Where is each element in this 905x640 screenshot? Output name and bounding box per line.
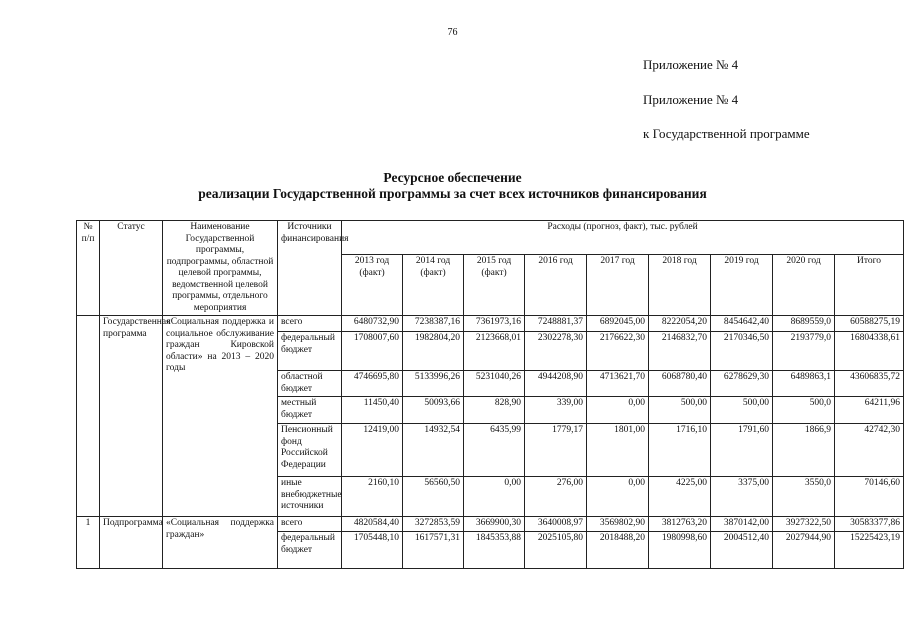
source-cell: областной бюджет — [278, 371, 342, 397]
value-cell: 3812763,20 — [649, 517, 711, 532]
table-body — [77, 316, 904, 569]
value-cell: 3569802,90 — [587, 517, 649, 532]
value-cell: 12419,00 — [342, 424, 403, 477]
header-year: 2020 год — [773, 255, 835, 316]
value-cell: 6892045,00 — [587, 316, 649, 332]
header-year: 2017 год — [587, 255, 649, 316]
document-title-line-1: Ресурсное обеспечение — [383, 170, 522, 185]
appendix-line-2: Приложение № 4 — [643, 92, 739, 107]
row-name: «Социальная поддержка граждан» — [163, 517, 278, 569]
value-cell: 0,00 — [587, 477, 649, 517]
value-cell: 1716,10 — [649, 424, 711, 477]
row-num — [77, 316, 100, 517]
value-cell: 1705448,10 — [342, 532, 403, 569]
source-cell: федеральный бюджет — [278, 532, 342, 569]
value-cell: 2025105,80 — [525, 532, 587, 569]
header-sources: Источники финансирования — [278, 221, 342, 316]
value-cell: 6435,99 — [464, 424, 525, 477]
value-cell: 1845353,88 — [464, 532, 525, 569]
source-cell: всего — [278, 517, 342, 532]
header-year: 2016 год — [525, 255, 587, 316]
value-cell: 6480732,90 — [342, 316, 403, 332]
value-cell: 1708007,60 — [342, 332, 403, 371]
value-cell: 1980998,60 — [649, 532, 711, 569]
header-name: Наименование Государственной программы, подпрограммы, областной целевой программы, ведомственной целевой программы, отдельного мероприятия — [163, 221, 278, 316]
header-year: 2014 год (факт) — [403, 255, 464, 316]
value-cell: 15225423,19 — [835, 532, 904, 569]
value-cell: 500,00 — [649, 397, 711, 424]
value-cell: 3640008,97 — [525, 517, 587, 532]
value-cell: 3550,0 — [773, 477, 835, 517]
appendix-line-3: к Государственной программе — [643, 126, 810, 141]
value-cell: 7361973,16 — [464, 316, 525, 332]
value-cell: 2146832,70 — [649, 332, 711, 371]
table-row — [77, 517, 904, 532]
value-cell: 0,00 — [587, 397, 649, 424]
header-year: Итого — [835, 255, 904, 316]
source-cell: местный бюджет — [278, 397, 342, 424]
value-cell: 4820584,40 — [342, 517, 403, 532]
value-cell: 4944208,90 — [525, 371, 587, 397]
value-cell: 2302278,30 — [525, 332, 587, 371]
source-cell: иные внебюджетные источники — [278, 477, 342, 517]
table-row — [77, 316, 904, 332]
value-cell: 8689559,0 — [773, 316, 835, 332]
value-cell: 2170346,50 — [711, 332, 773, 371]
value-cell: 3870142,00 — [711, 517, 773, 532]
value-cell: 2193779,0 — [773, 332, 835, 371]
value-cell: 4746695,80 — [342, 371, 403, 397]
row-status: Государственная программа — [100, 316, 163, 517]
value-cell: 56560,50 — [403, 477, 464, 517]
document-title-line-2: реализации Государственной программы за счет всех источников финансирования — [198, 186, 707, 201]
value-cell: 43606835,72 — [835, 371, 904, 397]
value-cell: 50093,66 — [403, 397, 464, 424]
value-cell: 8222054,20 — [649, 316, 711, 332]
source-cell: Пенсионный фонд Российской Федерации — [278, 424, 342, 477]
value-cell: 1801,00 — [587, 424, 649, 477]
value-cell: 1982804,20 — [403, 332, 464, 371]
value-cell: 11450,40 — [342, 397, 403, 424]
value-cell: 16804338,61 — [835, 332, 904, 371]
header-year: 2013 год (факт) — [342, 255, 403, 316]
row-status: Подпрограмма — [100, 517, 163, 569]
value-cell: 3375,00 — [711, 477, 773, 517]
value-cell: 1617571,31 — [403, 532, 464, 569]
value-cell: 14932,54 — [403, 424, 464, 477]
header-year: 2018 год — [649, 255, 711, 316]
value-cell: 0,00 — [464, 477, 525, 517]
value-cell: 2027944,90 — [773, 532, 835, 569]
value-cell: 2004512,40 — [711, 532, 773, 569]
value-cell: 2160,10 — [342, 477, 403, 517]
resource-table — [76, 220, 904, 569]
header-year: 2015 год (факт) — [464, 255, 525, 316]
value-cell: 6489863,1 — [773, 371, 835, 397]
value-cell: 64211,96 — [835, 397, 904, 424]
page-number: 76 — [447, 27, 458, 38]
source-cell: федеральный бюджет — [278, 332, 342, 371]
value-cell: 6278629,30 — [711, 371, 773, 397]
header-status: Статус — [100, 221, 163, 316]
header-num: № п/п — [77, 221, 100, 316]
value-cell: 1791,60 — [711, 424, 773, 477]
value-cell: 5231040,26 — [464, 371, 525, 397]
value-cell: 5133996,26 — [403, 371, 464, 397]
value-cell: 1866,9 — [773, 424, 835, 477]
value-cell: 6068780,40 — [649, 371, 711, 397]
value-cell: 3669900,30 — [464, 517, 525, 532]
value-cell: 30583377,86 — [835, 517, 904, 532]
row-num: 1 — [77, 517, 100, 569]
value-cell: 2123668,01 — [464, 332, 525, 371]
value-cell: 3272853,59 — [403, 517, 464, 532]
value-cell: 4713621,70 — [587, 371, 649, 397]
value-cell: 2018488,20 — [587, 532, 649, 569]
value-cell: 2176622,30 — [587, 332, 649, 371]
value-cell: 339,00 — [525, 397, 587, 424]
value-cell: 4225,00 — [649, 477, 711, 517]
value-cell: 500,0 — [773, 397, 835, 424]
value-cell: 3927322,50 — [773, 517, 835, 532]
value-cell: 42742,30 — [835, 424, 904, 477]
value-cell: 8454642,40 — [711, 316, 773, 332]
header-year: 2019 год — [711, 255, 773, 316]
value-cell: 1779,17 — [525, 424, 587, 477]
header-expenses: Расходы (прогноз, факт), тыс. рублей — [342, 221, 904, 255]
value-cell: 828,90 — [464, 397, 525, 424]
value-cell: 7248881,37 — [525, 316, 587, 332]
value-cell: 70146,60 — [835, 477, 904, 517]
value-cell: 7238387,16 — [403, 316, 464, 332]
appendix-line-1: Приложение № 4 — [643, 57, 739, 72]
value-cell: 276,00 — [525, 477, 587, 517]
value-cell: 60588275,19 — [835, 316, 904, 332]
source-cell: всего — [278, 316, 342, 332]
header-row-1 — [77, 221, 904, 255]
value-cell: 500,00 — [711, 397, 773, 424]
row-name: «Социальная поддержка и социальное обслуживание граждан Кировской области» на 2013 – 2020 годы — [163, 316, 278, 517]
